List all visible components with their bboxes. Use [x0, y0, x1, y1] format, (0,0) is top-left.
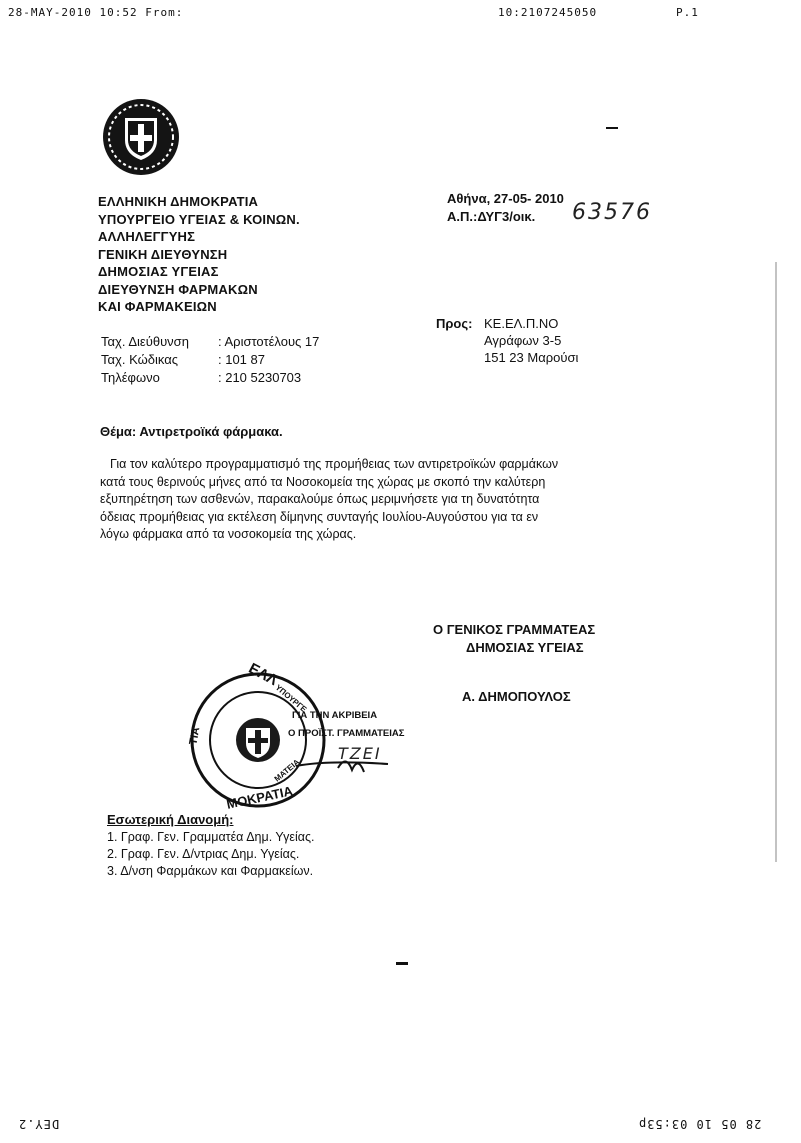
body-line: εξυπηρέτηση των ασθενών, παρακαλούμε όπως μεριμνήσετε για τη δυνατότητα [100, 492, 540, 506]
stamp-ring-bottom: ΜΟΚΡΑΤΙΑ [225, 783, 295, 812]
fax-header-left: 28-MAY-2010 10:52 From: [8, 6, 184, 19]
protocol-label: Α.Π.:ΔΥΓ3/οικ. [447, 209, 536, 224]
phone-label: Τηλέφωνο [101, 370, 160, 385]
recipient-city: 151 23 Μαρούσι [484, 350, 579, 365]
zip-label: Ταχ. Κώδικας [101, 352, 178, 367]
signatory-name: Α. ΔΗΜΟΠΟΥΛΟΣ [462, 689, 571, 704]
issuing-authority [98, 193, 300, 316]
authority-line: ΑΛΛΗΛΕΓΓΥΗΣ [98, 229, 196, 244]
signatory-title-line2: ΔΗΜΟΣΙΑΣ ΥΓΕΙΑΣ [466, 640, 584, 655]
authority-line: ΓΕΝΙΚΗ ΔΙΕΥΘΥΝΣΗ [98, 246, 228, 262]
recipient-label: Προς: [436, 316, 473, 331]
authority-line: ΚΑΙ ΦΑΡΜΑΚΕΙΩΝ [98, 299, 217, 314]
stamp-line1: ΓΙΑ ΤΗΝ ΑΚΡΙΒΕΙΑ [292, 710, 378, 721]
authority-line: ΕΛΛΗΝΙΚΗ ΔΗΜΟΚΡΑΤΙΑ [98, 194, 259, 209]
fax-footer-left: DEY.2 [18, 1117, 60, 1131]
distribution-heading: Εσωτερική Διανομή: [107, 812, 234, 827]
greek-coat-of-arms-icon [100, 96, 182, 178]
distribution-item: 3. Δ/νση Φαρμάκων και Φαρμακείων. [107, 864, 314, 878]
zip-value: : 101 87 [218, 352, 265, 367]
authority-line: ΔΙΕΥΘΥΝΣΗ ΦΑΡΜΑΚΩΝ [98, 281, 258, 297]
letter-body [100, 456, 558, 544]
stamp-ring-side-left: ΤΙΑ [187, 726, 203, 746]
authority-line: ΥΠΟΥΡΓΕΙΟ ΥΓΕΙΑΣ & ΚΟΙΝΩΝ. [98, 211, 300, 227]
body-line: κατά τους θερινούς μήνες από τα Νοσοκομεία της χώρας με σκοπό την καλύτερη [100, 474, 546, 489]
body-line: όδειας προμήθειας για εκτέλεση δίμηνης συνταγής Ιουλίου-Αυγούστου για τα εν [100, 509, 539, 524]
document-date: Αθήνα, 27-05- 2010 [447, 191, 564, 206]
signatory-title-line1: Ο ΓΕΝΙΚΟΣ ΓΡΑΜΜΑΤΕΑΣ [433, 622, 596, 637]
body-line: Για τον καλύτερο προγραμματισμό της προμήθειας των αντιρετροϊκών φαρμάκων [110, 457, 559, 471]
distribution-item: 2. Γραφ. Γεν. Δ/ντριας Δημ. Υγείας. [107, 847, 300, 861]
phone-value: : 210 5230703 [218, 370, 302, 385]
recipient-name: ΚΕ.ΕΛ.Π.ΝΟ [484, 316, 559, 331]
recipient-street: Αγράφων 3-5 [484, 333, 562, 348]
stamp-handwritten-signature: ΤΖΕΙ [338, 744, 382, 763]
stamp-ring-side-right: ΜΑΤΕΙΑ [272, 757, 302, 784]
address-label: Ταχ. Διεύθυνση [101, 334, 189, 349]
fax-header-center: 10:2107245050 [498, 6, 598, 19]
fax-header-right: P.1 [676, 6, 699, 19]
distribution-list [107, 829, 314, 880]
fax-footer-right: 28 05 10 03:53p [638, 1117, 762, 1131]
stamp-ring-top: ΕΛΛ [245, 659, 281, 690]
subject-line: Θέμα: Αντιρετροϊκά φάρμακα. [100, 424, 283, 439]
official-stamp [187, 659, 428, 813]
stamp-line2: Ο ΠΡΟΪΣΤ. ΓΡΑΜΜΑΤΕΙΑΣ [288, 728, 405, 739]
address-value: : Αριστοτέλους 17 [218, 334, 320, 349]
authority-line: ΔΗΜΟΣΙΑΣ ΥΓΕΙΑΣ [98, 264, 219, 279]
stamp-ring-side-inner: ΥΠΟΥΡΓΕ [273, 682, 309, 715]
body-line: λόγω φάρμακα από τα νοσοκομεία της χώρας. [100, 527, 357, 541]
distribution-item: 1. Γραφ. Γεν. Γραμματέα Δημ. Υγείας. [107, 830, 315, 844]
protocol-number-handwritten: 63576 [572, 200, 652, 225]
